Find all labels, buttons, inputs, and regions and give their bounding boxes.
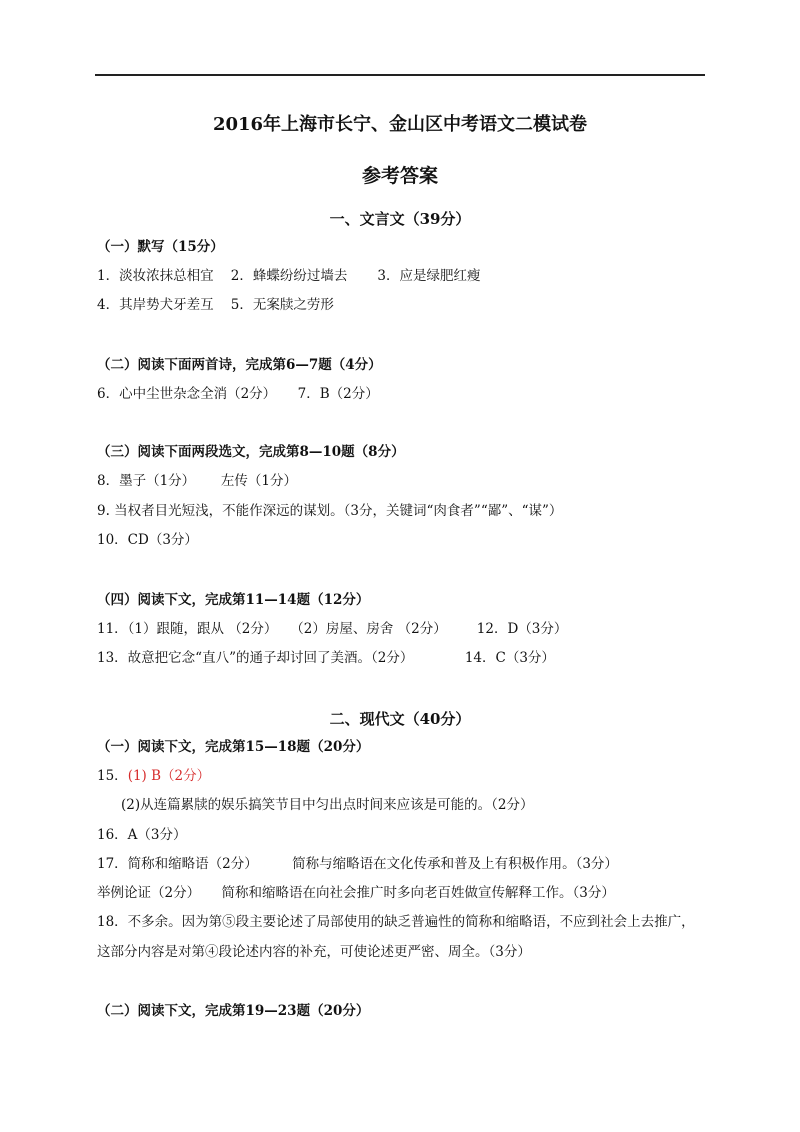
subsection-heading-poems: （二）阅读下面两首诗，完成第6—7题（4分） (97, 357, 382, 373)
answer-line-8: 8．墨子（1分） 左传（1分） (97, 473, 298, 489)
answer-line-15-part2: (2)从连篇累牍的娱乐搞笑节目中匀出点时间来应该是可能的。（2分） (121, 797, 534, 813)
section-heading-classical: 一、文言文（39分） (329, 210, 471, 228)
answer-line-9: 9. 当权者目光短浅，不能作深远的谋划。（3分，关键词“肉食者”“鄙”、“谋”） (97, 503, 563, 519)
answer-line-17b: 举例论证（2分） 简称和缩略语在向社会推广时多向老百姓做宣传解释工作。（3分） (97, 885, 615, 901)
answer-line-18b: 这部分内容是对第④段论述内容的补充，可使论述更严密、周全。（3分） (97, 944, 531, 960)
subsection-heading-passages: （三）阅读下面两段选文，完成第8—10题（8分） (97, 444, 405, 460)
subsection-heading-reading-15-18: （一）阅读下文，完成第15—18题（20分） (97, 739, 370, 755)
answer-line-18a: 18．不多余。因为第⑤段主要论述了局部使用的缺乏普遍性的简称和缩略语，不应到社会上去推广， (97, 914, 695, 930)
answer-line-15 (97, 767, 210, 785)
subsection-heading-reading-11-14: （四）阅读下文，完成第11—14题（12分） (97, 592, 370, 608)
answer-line-11-12: 11．（1）跟随，跟从 （2分） （2）房屋、房舍 （2分） 12．D（3分） (97, 621, 568, 637)
subsection-heading-reading-19-23: （二）阅读下文，完成第19—23题（20分） (97, 1003, 370, 1019)
answer-line-16: 16．A（3分） (97, 827, 187, 843)
answer-line-17a: 17．简称和缩略语（2分） 简称与缩略语在文化传承和普及上有积极作用。（3分） (97, 856, 618, 872)
q15-part1-red: (1) B（2分） (127, 768, 211, 784)
subsection-heading-dictation: （一）默写（15分） (97, 239, 224, 255)
page-title: 2016年上海市长宁、金山区中考语文二模试卷 (212, 114, 588, 135)
answer-line-4-5: 4．其岸势犬牙差互 5．无案牍之劳形 (97, 297, 334, 313)
answer-line-13-14: 13．故意把它念“直八”的通子却讨回了美酒。（2分） 14．C（3分） (97, 650, 555, 666)
q15-number: 15． (97, 768, 128, 784)
top-rule (95, 74, 705, 76)
answer-line-1-3: 1．淡妆浓抹总相宜 2．蜂蝶纷纷过墙去 3．应是绿肥红瘦 (97, 268, 481, 284)
page-subtitle: 参考答案 (361, 165, 438, 187)
answer-line-6-7: 6．心中尘世杂念全消（2分） 7．B（2分） (97, 386, 379, 402)
answer-line-10: 10．CD（3分） (97, 532, 198, 548)
section-heading-modern: 二、现代文（40分） (329, 710, 471, 728)
